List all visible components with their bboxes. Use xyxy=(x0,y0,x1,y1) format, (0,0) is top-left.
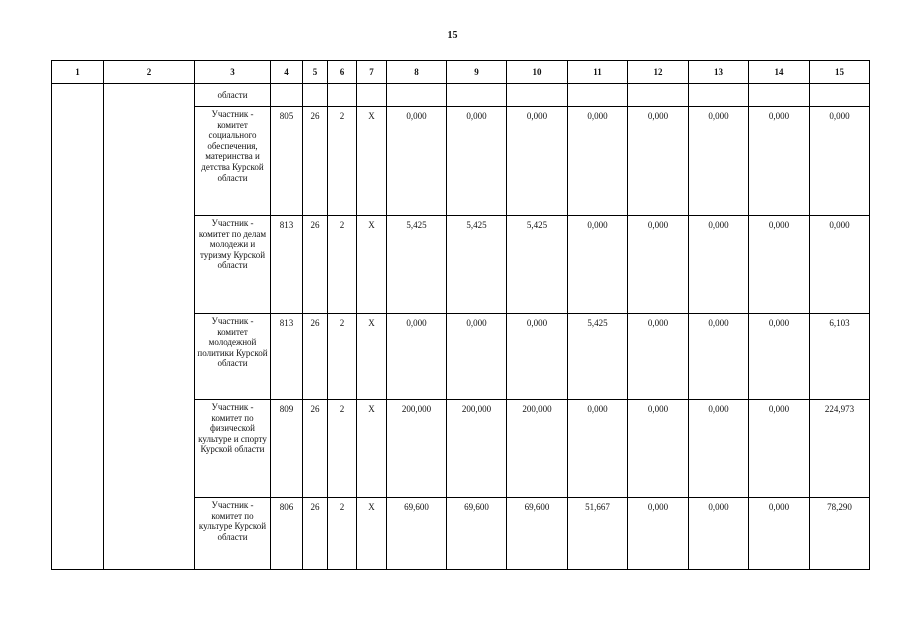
value-cell: 0,000 xyxy=(628,216,689,314)
column-header: 6 xyxy=(328,61,357,84)
empty-cell xyxy=(104,216,195,314)
table-row xyxy=(52,314,870,400)
column-header: 12 xyxy=(628,61,689,84)
table-row xyxy=(52,498,870,570)
value-cell: 0,000 xyxy=(447,314,507,400)
value-cell: 0,000 xyxy=(689,400,749,498)
value-cell: 26 xyxy=(303,498,328,570)
value-cell: Х xyxy=(357,314,387,400)
value-cell: 0,000 xyxy=(628,314,689,400)
empty-cell xyxy=(507,84,568,107)
value-cell: 26 xyxy=(303,107,328,216)
value-cell: 200,000 xyxy=(447,400,507,498)
value-cell: 0,000 xyxy=(749,314,810,400)
empty-cell xyxy=(104,84,195,107)
value-cell: 2 xyxy=(328,107,357,216)
value-cell: 0,000 xyxy=(568,216,628,314)
value-cell: 813 xyxy=(271,216,303,314)
value-cell: 26 xyxy=(303,216,328,314)
page-number: 15 xyxy=(447,30,458,41)
empty-cell xyxy=(810,84,870,107)
empty-cell xyxy=(52,314,104,400)
value-cell: 0,000 xyxy=(628,107,689,216)
empty-cell xyxy=(52,84,104,107)
column-header: 4 xyxy=(271,61,303,84)
value-cell: 0,000 xyxy=(689,216,749,314)
participant-cell: Участник - комитет по культуре Курской области xyxy=(195,498,271,570)
participant-cell: Участник - комитет по физической культуре и спорту Курской области xyxy=(195,400,271,498)
value-cell: 0,000 xyxy=(749,216,810,314)
value-cell: 0,000 xyxy=(628,400,689,498)
empty-cell xyxy=(104,498,195,570)
value-cell: 69,600 xyxy=(507,498,568,570)
empty-cell xyxy=(749,84,810,107)
empty-cell xyxy=(52,498,104,570)
column-header: 2 xyxy=(104,61,195,84)
column-header: 3 xyxy=(195,61,271,84)
table-row xyxy=(52,107,870,216)
value-cell: 0,000 xyxy=(749,498,810,570)
value-cell: 6,103 xyxy=(810,314,870,400)
value-cell: 0,000 xyxy=(810,216,870,314)
value-cell: 2 xyxy=(328,498,357,570)
value-cell: Х xyxy=(357,498,387,570)
column-header: 13 xyxy=(689,61,749,84)
empty-cell xyxy=(357,84,387,107)
column-header: 10 xyxy=(507,61,568,84)
value-cell: 0,000 xyxy=(689,314,749,400)
empty-cell xyxy=(104,107,195,216)
value-cell: 2 xyxy=(328,314,357,400)
value-cell: 0,000 xyxy=(568,107,628,216)
value-cell: 0,000 xyxy=(689,107,749,216)
header-row xyxy=(52,61,870,84)
empty-cell xyxy=(52,107,104,216)
value-cell: 813 xyxy=(271,314,303,400)
value-cell: 0,000 xyxy=(387,107,447,216)
value-cell: 5,425 xyxy=(507,216,568,314)
value-cell: 0,000 xyxy=(749,400,810,498)
budget-table xyxy=(51,60,870,570)
column-header: 5 xyxy=(303,61,328,84)
value-cell: 0,000 xyxy=(628,498,689,570)
value-cell: 0,000 xyxy=(568,400,628,498)
continuation-text: области xyxy=(195,84,271,107)
value-cell: 0,000 xyxy=(447,107,507,216)
column-header: 15 xyxy=(810,61,870,84)
value-cell: 2 xyxy=(328,400,357,498)
value-cell: 200,000 xyxy=(387,400,447,498)
value-cell: Х xyxy=(357,400,387,498)
value-cell: 0,000 xyxy=(749,107,810,216)
continuation-row xyxy=(52,84,870,107)
value-cell: 0,000 xyxy=(689,498,749,570)
value-cell: 2 xyxy=(328,216,357,314)
column-header: 11 xyxy=(568,61,628,84)
empty-cell xyxy=(104,400,195,498)
empty-cell xyxy=(689,84,749,107)
value-cell: 26 xyxy=(303,314,328,400)
value-cell: Х xyxy=(357,107,387,216)
participant-cell: Участник - комитет по делам молодежи и туризму Курской области xyxy=(195,216,271,314)
column-header: 9 xyxy=(447,61,507,84)
empty-cell xyxy=(52,400,104,498)
empty-cell xyxy=(303,84,328,107)
empty-cell xyxy=(447,84,507,107)
empty-cell xyxy=(568,84,628,107)
table-row xyxy=(52,400,870,498)
value-cell: 5,425 xyxy=(387,216,447,314)
value-cell: 51,667 xyxy=(568,498,628,570)
value-cell: 5,425 xyxy=(568,314,628,400)
empty-cell xyxy=(328,84,357,107)
column-header: 8 xyxy=(387,61,447,84)
value-cell: 0,000 xyxy=(507,107,568,216)
value-cell: 78,290 xyxy=(810,498,870,570)
column-header: 7 xyxy=(357,61,387,84)
value-cell: 0,000 xyxy=(387,314,447,400)
column-header: 1 xyxy=(52,61,104,84)
value-cell: 0,000 xyxy=(507,314,568,400)
empty-cell xyxy=(628,84,689,107)
participant-cell: Участник - комитет молодежной политики Курской области xyxy=(195,314,271,400)
empty-cell xyxy=(271,84,303,107)
value-cell: 805 xyxy=(271,107,303,216)
value-cell: 69,600 xyxy=(447,498,507,570)
empty-cell xyxy=(387,84,447,107)
participant-cell: Участник - комитет социального обеспечения, материнства и детства Курской области xyxy=(195,107,271,216)
value-cell: 26 xyxy=(303,400,328,498)
table-row xyxy=(52,216,870,314)
value-cell: 5,425 xyxy=(447,216,507,314)
value-cell: 224,973 xyxy=(810,400,870,498)
value-cell: 69,600 xyxy=(387,498,447,570)
column-header: 14 xyxy=(749,61,810,84)
empty-cell xyxy=(104,314,195,400)
value-cell: 200,000 xyxy=(507,400,568,498)
empty-cell xyxy=(52,216,104,314)
value-cell: 809 xyxy=(271,400,303,498)
value-cell: Х xyxy=(357,216,387,314)
value-cell: 806 xyxy=(271,498,303,570)
value-cell: 0,000 xyxy=(810,107,870,216)
